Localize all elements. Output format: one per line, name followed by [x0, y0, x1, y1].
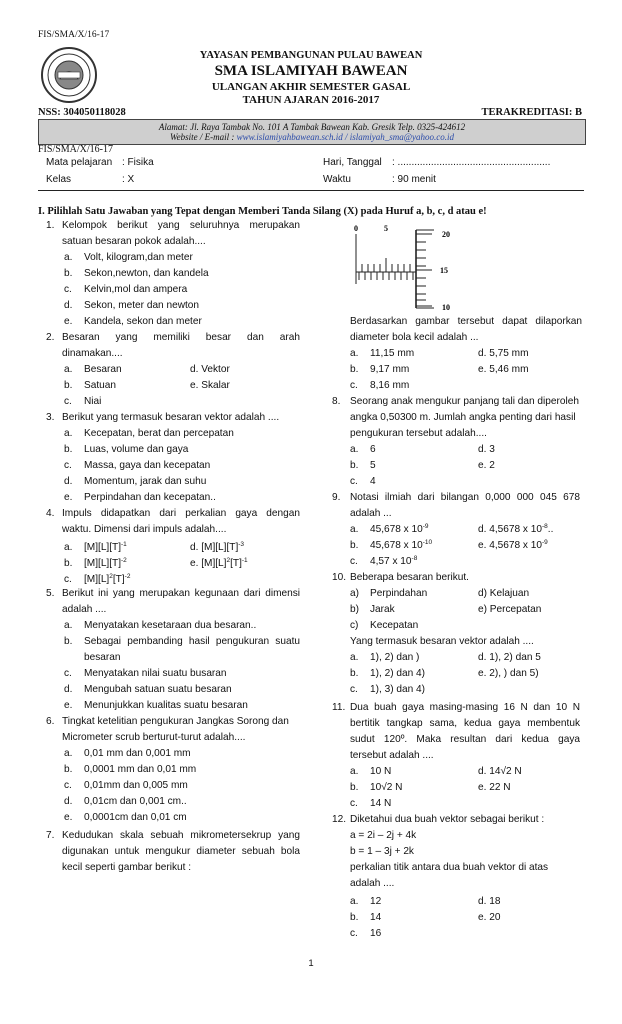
option-text: 5: [370, 460, 376, 471]
question-number: 5.: [46, 588, 55, 599]
question-number: 9.: [332, 492, 341, 503]
subject-value: : Fisika: [122, 157, 154, 168]
option-text: Perpindahan dan kecepatan..: [84, 492, 216, 503]
option-letter[interactable]: a.: [350, 652, 359, 663]
time-value: : 90 menit: [392, 174, 436, 185]
option-text: 0,0001 mm dan 0,01 mm: [84, 764, 197, 775]
option-letter[interactable]: c.: [64, 460, 72, 471]
option-letter[interactable]: d.: [64, 300, 73, 311]
option-text[interactable]: e. 2), ) dan 5): [478, 668, 539, 679]
question-line: Notasi ilmiah dari bilangan 0,000 000 045 678: [350, 492, 580, 503]
option-letter[interactable]: b.: [64, 558, 73, 569]
option-text[interactable]: e. 5,46 mm: [478, 364, 529, 375]
scale-label: 5: [384, 224, 388, 233]
option-letter[interactable]: c.: [64, 574, 72, 585]
question-line: adalah ....: [62, 604, 107, 615]
option-letter[interactable]: c.: [64, 668, 72, 679]
option-text: 4: [370, 476, 376, 487]
question-line: Berikut yang termasuk besaran vektor adalah ....: [62, 412, 280, 423]
option-letter[interactable]: a.: [350, 348, 359, 359]
option-letter[interactable]: b.: [350, 460, 359, 471]
option-text: Kecepatan: [370, 620, 419, 631]
question-line: satuan besaran pokok adalah....: [62, 236, 206, 247]
scale-label: 0: [354, 224, 358, 233]
option-text: $[M][L]^2[T]^{-2}$: [84, 573, 131, 585]
question-number: 12.: [332, 814, 347, 825]
class-label: Kelas: [46, 174, 72, 185]
option-letter[interactable]: a.: [350, 444, 359, 455]
option-text: 16: [370, 928, 382, 939]
scale-label: 20: [442, 230, 450, 239]
option-letter[interactable]: e.: [64, 316, 73, 327]
question-line: Kelompok berikut yang seluruhnya merupakan: [62, 220, 300, 231]
option-text[interactable]: d. 3: [478, 444, 495, 455]
question-line: bertitik tangkap sama, kedua gaya membentuk: [350, 718, 580, 729]
option-text[interactable]: e. $[M][L]^2[T]^{-1}$: [190, 557, 248, 569]
option-text: 0,0001cm dan 0,01 cm: [84, 812, 187, 823]
option-letter: a): [350, 588, 359, 599]
exam-title: ULANGAN AKHIR SEMESTER GASAL: [211, 81, 411, 93]
option-text: 0,01 mm dan 0,001 mm: [84, 748, 191, 759]
website-label: Website / E-mail :: [169, 132, 237, 142]
question-line: waktu. Dimensi dari impuls adalah....: [62, 524, 227, 535]
option-letter[interactable]: c.: [350, 798, 358, 809]
question-line: perkalian titik antara dua buah vektor di atas: [350, 862, 549, 873]
option-letter[interactable]: a.: [64, 748, 73, 759]
option-text[interactable]: e. 4,5678 x $10^{-9}$: [478, 539, 548, 551]
option-letter[interactable]: a.: [64, 542, 73, 553]
option-letter: b): [350, 604, 359, 615]
option-letter[interactable]: c.: [350, 556, 358, 567]
option-letter[interactable]: a.: [64, 428, 73, 439]
option-letter[interactable]: c.: [64, 396, 72, 407]
option-letter[interactable]: c.: [350, 928, 358, 939]
option-text: Kecepatan, berat dan percepatan: [84, 428, 234, 439]
option-text: Sekon,newton, dan kandela: [84, 268, 209, 279]
option-text: Niai: [84, 396, 102, 407]
option-text: Perpindahan: [370, 588, 428, 599]
question-line: dinamakan....: [62, 348, 123, 359]
question-line: adalah ....: [350, 878, 395, 889]
address-box: [38, 119, 586, 145]
option-text: Menunjukkan kualitas suatu besaran: [84, 700, 248, 711]
question-number: 6.: [46, 716, 55, 727]
option-text: Satuan: [84, 380, 116, 391]
question-line: Kedudukan skala sebuah mikrometersekrup yang: [62, 830, 300, 841]
question-line: b = 1 – 3j + 2k: [350, 846, 414, 857]
option-text: e) Percepatan: [478, 604, 542, 615]
option-text: Sebagai pembanding hasil pengukuran suatu: [84, 636, 300, 647]
option-text: $[M][L][T]^{-1}$: [84, 541, 127, 553]
option-text: 14 N: [370, 798, 392, 809]
option-text: 1), 3) dan 4): [370, 684, 425, 695]
option-letter[interactable]: d.: [64, 476, 73, 487]
option-letter[interactable]: a.: [64, 620, 73, 631]
option-text[interactable]: e. 20: [478, 912, 501, 923]
question-number: 2.: [46, 332, 55, 343]
question-line: adalah ...: [350, 508, 392, 519]
question-line: Berdasarkan gambar tersebut dapat dilaporkan: [350, 316, 582, 327]
foundation-name: YAYASAN PEMBANGUNAN PULAU BAWEAN: [199, 50, 423, 61]
question-line: diameter bola kecil adalah ...: [350, 332, 479, 343]
option-text: Mengubah satuan suatu besaran: [84, 684, 232, 695]
option-text: d) Kelajuan: [478, 588, 530, 599]
question-number: 11.: [332, 702, 346, 713]
address-line: Alamat: Jl. Raya Tambak No. 101 A Tambak Bawean Kab. Gresik Telp. 0325-424612: [158, 122, 466, 132]
scale-label: 15: [440, 266, 448, 275]
option-text[interactable]: d. 5,75 mm: [478, 348, 529, 359]
option-text: 10√2 N: [370, 782, 403, 793]
question-line: pengukuran tersebut adalah....: [350, 428, 487, 439]
option-text: 1), 2) dan ): [370, 652, 420, 663]
option-letter[interactable]: b.: [64, 268, 73, 279]
question-line: digunakan untuk mengukur diameter sebuah bola: [62, 846, 300, 857]
time-label: Waktu: [323, 174, 351, 185]
option-text[interactable]: d. 18: [478, 896, 501, 907]
option-text[interactable]: d. $[M][L][T]^{-3}$: [190, 541, 245, 553]
option-letter[interactable]: a.: [350, 896, 359, 907]
option-letter[interactable]: b.: [350, 912, 359, 923]
question-number: 1.: [46, 220, 55, 231]
question-line: Micrometer scrub berturut-turut adalah....: [62, 732, 246, 743]
option-letter[interactable]: c.: [350, 684, 358, 695]
option-text: Volt, kilogram,dan meter: [84, 252, 193, 263]
question-line: Tingkat ketelitian pengukuran Jangkas Sorong dan: [62, 716, 289, 727]
option-text: Kelvin,mol dan ampera: [84, 284, 188, 295]
nss-number: NSS: 304050118028: [38, 107, 126, 118]
option-text: Menyatakan kesetaraan dua besaran..: [84, 620, 257, 631]
question-line: tersebut adalah ....: [350, 750, 434, 761]
option-text: 0,01mm dan 0,005 mm: [84, 780, 188, 791]
scale-label: 10: [442, 303, 450, 312]
subject-label: Mata pelajaran: [46, 157, 113, 168]
option-text: besaran: [84, 652, 121, 663]
option-text[interactable]: d. Vektor: [190, 364, 230, 375]
option-text: Sekon, meter dan newton: [84, 300, 200, 311]
option-text: Kandela, sekon dan meter: [84, 316, 202, 327]
question-line: kecil seperti gambar berikut :: [62, 862, 192, 873]
option-letter[interactable]: b.: [350, 782, 359, 793]
option-text[interactable]: e. 22 N: [478, 782, 511, 793]
document-code-secondary: FIS/SMA/X/16-17: [38, 144, 114, 155]
option-letter[interactable]: b.: [350, 668, 359, 679]
option-letter[interactable]: b.: [64, 380, 73, 391]
option-letter[interactable]: a.: [64, 364, 73, 375]
option-letter[interactable]: b.: [350, 364, 359, 375]
option-text[interactable]: d. 4,5678 x $10^{-8}$..: [478, 523, 554, 535]
option-letter[interactable]: e.: [64, 700, 73, 711]
divider: [38, 190, 584, 191]
option-letter: c): [350, 620, 359, 631]
option-letter[interactable]: b.: [350, 540, 359, 551]
website-link[interactable]: www.islamiyahbawean.sch.id / islamiyah_sma@yahoo.co.id: [236, 132, 454, 142]
option-letter[interactable]: e.: [64, 492, 73, 503]
question-line: Diketahui dua buah vektor sebagai berikut :: [350, 814, 545, 825]
option-text: 1), 2) dan 4): [370, 668, 425, 679]
option-text: 11,15 mm: [370, 348, 415, 359]
date-value: : .......................................................: [392, 157, 551, 168]
question-number: 7.: [46, 830, 55, 841]
page-number: 1: [308, 958, 314, 969]
option-text[interactable]: d. 1), 2) dan 5: [478, 652, 541, 663]
question-line: a = 2i – 2j + 4k: [350, 830, 417, 841]
option-letter[interactable]: d.: [64, 796, 73, 807]
option-text: 45,678 x $10^{-10}$: [370, 539, 433, 551]
section-title: I. Pilihlah Satu Jawaban yang Tepat dengan Memberi Tanda Silang (X) pada Huruf a, b, c, d atau e!: [38, 206, 487, 217]
option-text: 10 N: [370, 766, 392, 777]
option-text: 4,57 x $10^{-8}$: [370, 555, 418, 567]
question-number: 10.: [332, 572, 347, 583]
option-text: 12: [370, 896, 382, 907]
option-text: 0,01cm dan 0,001 cm..: [84, 796, 187, 807]
option-letter[interactable]: c.: [64, 284, 72, 295]
question-number: 3.: [46, 412, 55, 423]
option-text[interactable]: e. Skalar: [190, 380, 230, 391]
school-name: SMA ISLAMIYAH BAWEAN: [214, 63, 408, 79]
question-line: angka 0,50300 m. Jumlah angka penting dari hasil: [350, 412, 576, 423]
option-text: Massa, gaya dan kecepatan: [84, 460, 211, 471]
question-number: 8.: [332, 396, 341, 407]
question-line: Dua buah gaya masing-masing 16 N dan 10 N: [350, 702, 580, 713]
question-line: Besaran yang memiliki besar dan arah: [62, 332, 300, 343]
question-line: Yang termasuk besaran vektor adalah ....: [350, 636, 534, 647]
class-value: : X: [122, 174, 135, 185]
option-letter[interactable]: b.: [64, 764, 73, 775]
option-letter[interactable]: a.: [350, 766, 359, 777]
document-code: FIS/SMA/X/16-17: [38, 30, 110, 40]
date-label: Hari, Tanggal: [323, 157, 382, 168]
option-letter[interactable]: e.: [64, 812, 73, 823]
accreditation: TERAKREDITASI: B: [481, 107, 582, 118]
option-letter[interactable]: c.: [350, 380, 358, 391]
option-text: Luas, volume dan gaya: [84, 444, 189, 455]
option-text: Menyatakan nilai suatu busaran: [84, 668, 227, 679]
option-letter[interactable]: a.: [64, 252, 73, 263]
academic-year: TAHUN AJARAN 2016-2017: [242, 94, 380, 106]
question-line: Impuls didapatkan dari perkalian gaya dengan: [62, 508, 300, 519]
option-text[interactable]: d. 14√2 N: [478, 766, 522, 777]
option-text: 9,17 mm: [370, 364, 410, 375]
option-text[interactable]: e. 2: [478, 460, 495, 471]
option-letter[interactable]: a.: [350, 524, 359, 535]
option-text: Jarak: [370, 604, 395, 615]
option-text: 6: [370, 444, 376, 455]
question-number: 4.: [46, 508, 55, 519]
option-text: 8,16 mm: [370, 380, 410, 391]
option-text: Momentum, jarak dan suhu: [84, 476, 207, 487]
question-line: sudut 120º. Maka resultan dari kedua gaya: [350, 734, 580, 745]
question-line: Beberapa besaran berikut.: [350, 572, 469, 583]
option-letter[interactable]: c.: [350, 476, 358, 487]
website-line: [39, 132, 585, 142]
option-letter[interactable]: b.: [64, 444, 73, 455]
option-letter[interactable]: b.: [64, 636, 73, 647]
question-line: Berikut ini yang merupakan kegunaan dari dimensi: [62, 588, 300, 599]
option-text: 14: [370, 912, 382, 923]
option-text: Besaran: [84, 364, 122, 375]
micrometer-figure: [344, 220, 468, 320]
option-letter[interactable]: d.: [64, 684, 73, 695]
option-text: 45,678 x $10^{-9}$: [370, 523, 429, 535]
option-letter[interactable]: c.: [64, 780, 72, 791]
question-line: Seorang anak mengukur panjang tali dan diperoleh: [350, 396, 579, 407]
option-text: $[M][L][T]^{-2}$: [84, 557, 127, 569]
